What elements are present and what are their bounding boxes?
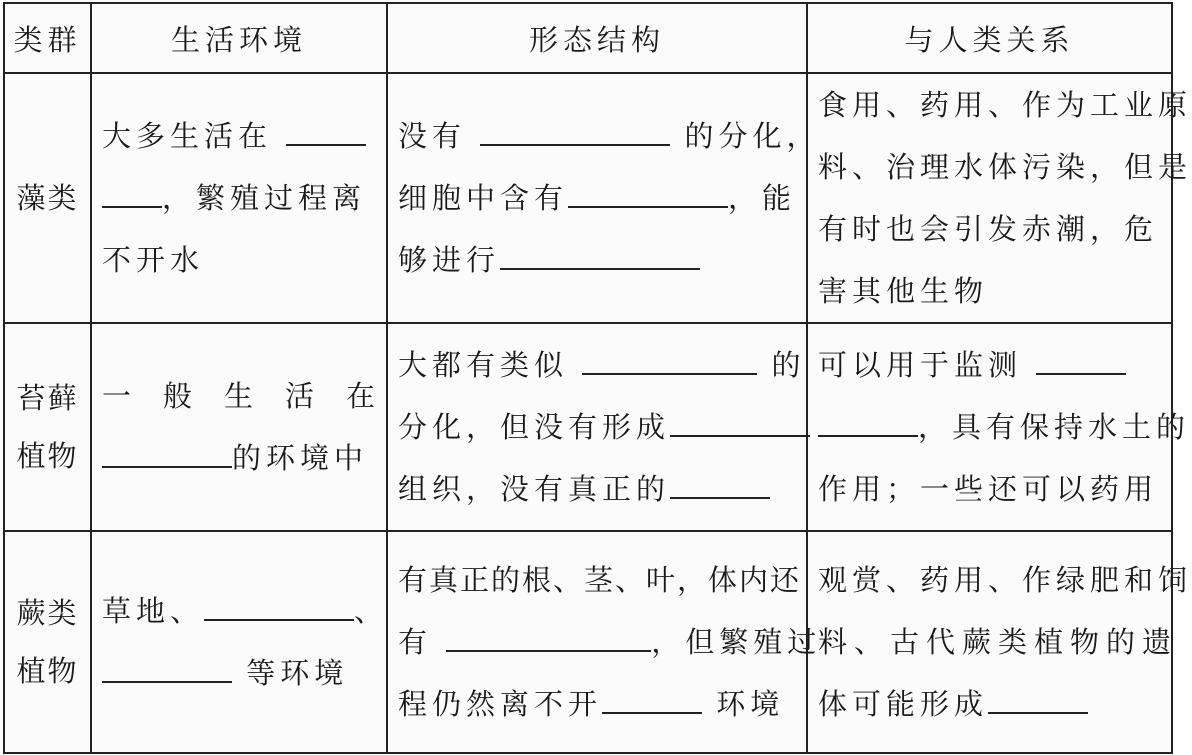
habitat-text: 等环境 <box>246 656 349 690</box>
habitat-line-1: 一般生活在 <box>102 379 408 413</box>
structure-text: 有 <box>398 625 433 659</box>
fill-blank[interactable] <box>602 682 702 714</box>
fill-blank[interactable] <box>1036 343 1126 375</box>
habitat-line-2 <box>102 427 380 489</box>
relation-text: ，具有保持水土的 <box>918 410 1191 444</box>
category-line: 植物 <box>16 654 79 688</box>
structure-text: ，能 <box>728 181 797 215</box>
fill-blank[interactable] <box>670 467 770 499</box>
structure-text: 没有 <box>398 119 467 153</box>
fill-blank[interactable] <box>582 343 757 375</box>
fill-blank[interactable] <box>568 176 728 208</box>
structure-text: 分化，但没有形成 <box>398 410 671 444</box>
category-line: 蕨类 <box>16 596 79 630</box>
relation-line-2: 料、治理水体污染，但是 <box>818 150 1192 184</box>
structure-text: 程仍然离不开 <box>398 687 603 721</box>
structure-cell <box>387 323 807 531</box>
habitat-text: 大多生活在 <box>102 119 273 153</box>
fill-blank[interactable] <box>818 405 918 437</box>
relation-line-1 <box>818 334 1165 396</box>
habitat-text: 的环境中 <box>232 441 369 475</box>
fill-blank[interactable] <box>500 238 700 270</box>
habitat-line-1 <box>102 105 380 167</box>
relation-line-3 <box>818 673 1165 735</box>
structure-line-1 <box>398 334 806 396</box>
habitat-text: 草地、 <box>102 594 205 628</box>
habitat-cell <box>91 323 408 531</box>
relation-line-2 <box>818 396 1191 458</box>
habitat-line-1 <box>102 580 389 642</box>
structure-line-1: 有真正的根、茎、叶，体内还 <box>398 563 802 597</box>
plant-groups-table <box>3 2 1192 754</box>
header-structure: 形态结构 <box>387 3 807 73</box>
relation-line-1: 食用、药用、作为工业原 <box>818 88 1192 122</box>
table-header-row <box>4 3 1172 73</box>
table-row-moss <box>4 323 1172 531</box>
header-category: 类群 <box>4 3 91 73</box>
table-row-algae <box>4 73 1172 323</box>
habitat-cell <box>91 73 387 323</box>
relation-line-1: 观赏、药用、作绿肥和饲 <box>818 563 1192 597</box>
structure-cell <box>387 531 822 753</box>
structure-line-3 <box>398 229 800 291</box>
relation-cell <box>807 323 1191 531</box>
structure-text: 够进行 <box>398 243 501 277</box>
category-line: 藻类 <box>16 181 79 215</box>
relation-line-2: 料、古代蕨类植物的遗 <box>818 625 1179 659</box>
fill-blank[interactable] <box>102 176 162 208</box>
category-line: 苔藓 <box>16 381 79 415</box>
header-relation: 与人类关系 <box>807 3 1172 73</box>
category-algae <box>4 73 91 323</box>
relation-text: 体可能形成 <box>818 687 989 721</box>
fill-blank[interactable] <box>204 589 354 621</box>
habitat-text: ，繁殖过程离 <box>162 181 367 215</box>
relation-cell <box>807 531 1192 753</box>
structure-line-2 <box>398 611 822 673</box>
fill-blank[interactable] <box>102 651 232 683</box>
structure-text: ，但繁殖过 <box>651 625 822 659</box>
structure-line-2 <box>398 167 800 229</box>
structure-line-3 <box>398 458 800 520</box>
structure-cell <box>387 73 821 323</box>
habitat-text: 、 <box>354 594 389 628</box>
habitat-line-2 <box>102 642 380 704</box>
structure-line-1 <box>398 105 821 167</box>
habitat-line-3: 不开水 <box>102 243 205 277</box>
relation-cell <box>807 73 1192 323</box>
relation-text: 可以用于监测 <box>818 348 1023 382</box>
fill-blank[interactable] <box>480 114 670 146</box>
habitat-cell <box>91 531 387 753</box>
category-line: 植物 <box>16 439 79 473</box>
category-moss <box>4 323 91 531</box>
structure-text: 的分化， <box>684 119 821 153</box>
structure-text: 组织，没有真正的 <box>398 472 671 506</box>
structure-line-3 <box>398 673 800 735</box>
structure-text: 大都有类似 <box>398 348 569 382</box>
structure-text: 环境 <box>716 687 785 721</box>
header-habitat: 生活环境 <box>91 3 387 73</box>
fill-blank[interactable] <box>670 405 810 437</box>
fill-blank[interactable] <box>102 436 232 468</box>
fill-blank[interactable] <box>988 682 1088 714</box>
structure-text: 的 <box>771 348 806 382</box>
category-fern <box>4 531 91 753</box>
table-row-fern <box>4 531 1172 753</box>
relation-line-4: 害其他生物 <box>818 274 989 308</box>
relation-line-3: 作用；一些还可以药用 <box>818 472 1159 506</box>
relation-line-3: 有时也会引发赤潮，危 <box>818 212 1159 246</box>
structure-line-2 <box>398 396 800 458</box>
fill-blank[interactable] <box>446 620 651 652</box>
structure-text: 细胞中含有 <box>398 181 569 215</box>
fill-blank[interactable] <box>286 114 366 146</box>
habitat-line-2 <box>102 167 380 229</box>
